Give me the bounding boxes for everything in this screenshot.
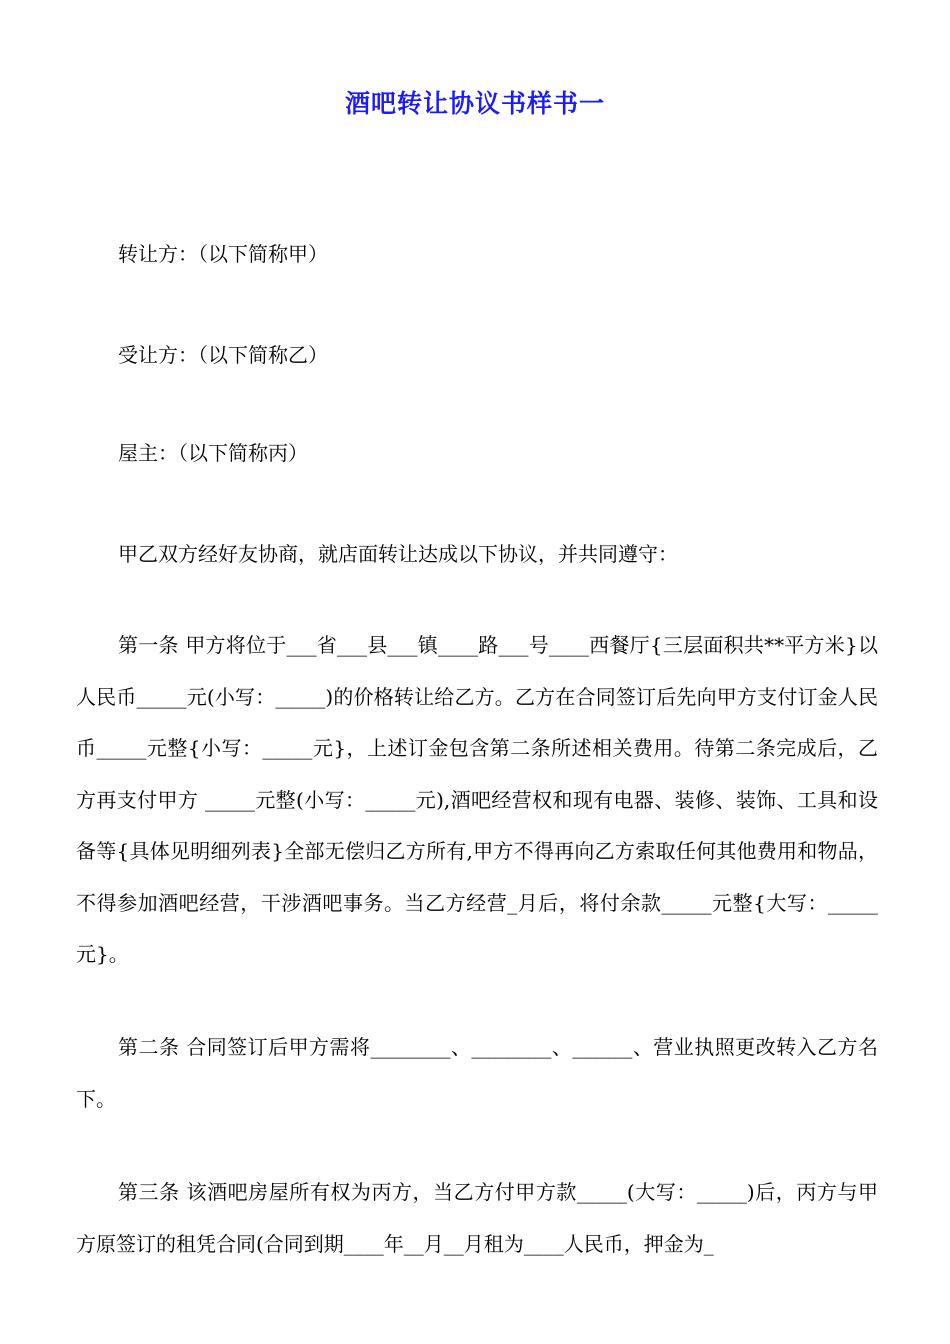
party-landlord: 屋主：（以下简称丙） bbox=[118, 441, 308, 465]
article-2: 第二条 合同签订后甲方需将________、________、______、营业执照更改转入乙方名下。 bbox=[76, 1035, 878, 1111]
document-title: 酒吧转让协议书样书一 bbox=[344, 89, 605, 118]
party-transferee: 受让方：（以下简称乙） bbox=[118, 343, 328, 367]
intro-paragraph: 甲乙双方经好友协商，就店面转让达成以下协议，并共同遵守： bbox=[118, 542, 678, 566]
article-3: 第三条 该酒吧房屋所有权为丙方，当乙方付甲方款_____(大写：_____)后，丙方与甲方原签订的租凭合同(合同到期____年__月__月租为____人民币，押金为_ bbox=[76, 1180, 878, 1256]
article-1: 第一条 甲方将位于___省___县___镇____路___号____西餐厅{三层面积共**平方米}以人民币_____元(小写：_____)的价格转让给乙方。乙方在合同签订后先向甲方支付订金人民币_____元整{小写：_____元}，上述订金包含第二条所述相关费用。待第二条完成后，乙方再支付甲方 _____元整(小写：_____元),酒吧经营权和现有电器、装修、装饰、工具和设备等{具体见明细列表}全部无偿归乙方所有,甲方不得再向乙方索取任何其他费用和物品，不得参加酒吧经营，干涉酒吧事务。当乙方经营_月后，将付余款_____元整{大写：_____元}。 bbox=[76, 633, 878, 966]
party-transferor: 转让方：（以下简称甲） bbox=[118, 242, 328, 266]
